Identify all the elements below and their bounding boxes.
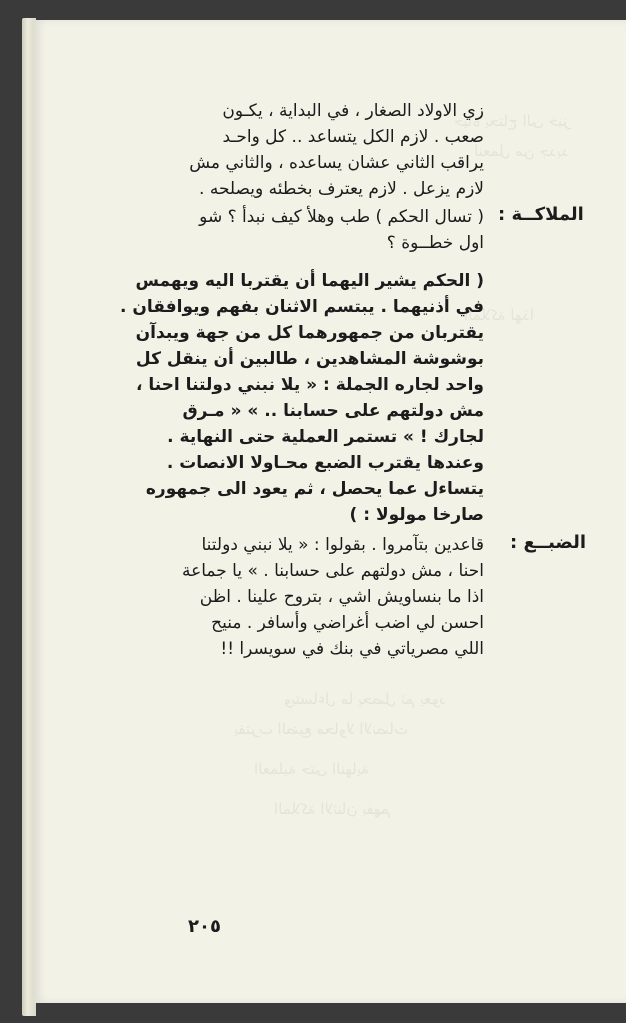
text-line: بوشوشة المشاهدين ، طالبين أن ينقل كل: [135, 349, 484, 369]
speaker-name-dabe: الضبــع :: [510, 532, 587, 553]
speech-dabe: [181, 532, 484, 662]
intro-paragraph: [189, 98, 484, 202]
text-line: قاعدين بتآمروا . بقولوا : « يلا نبني دولتنا: [201, 535, 484, 555]
text-line: احسن لي اضب أغراضي وأسافر . منيح: [211, 613, 484, 633]
text-line: زي الاولاد الصغار ، في البداية ، يكـون: [222, 101, 484, 121]
bleed-through-text: ويتساءل ما يحصل ثم يعود: [284, 690, 446, 708]
book-page: [34, 20, 626, 1003]
bleed-through-text: يقترب الضبع محاولا الانصات: [234, 720, 408, 738]
bleed-through-text: حياة يحتاج الى خبز: [454, 112, 571, 130]
text-line: صعب . لازم الكل يتساعد .. كل واحـد: [222, 127, 484, 147]
text-line: يراقب الثاني عشان يساعده ، والثاني مش: [189, 153, 484, 173]
stage-direction: [119, 268, 484, 528]
page-number: ٢٠٥: [188, 916, 221, 937]
bleed-through-text: لنعمل من جديد: [474, 142, 569, 160]
text-line: في أذنيهما . يبتسم الاثنان بفهم ويوافقان .: [119, 297, 484, 317]
bleed-through-text: الملاكة الاثنان بفهم: [274, 800, 391, 818]
text-line: واحد لجاره الجملة : « يلا نبني دولتنا احنا ،: [135, 375, 484, 395]
text-line: احنا ، مش دولتهم على حسابنا . » يا جماعة: [181, 561, 484, 581]
bleed-through-text: العملية حتى النهاية: [254, 760, 369, 778]
text-line: لازم يزعل . لازم يعترف بخطئه ويصلحه .: [199, 179, 484, 199]
speech-malaka: [189, 204, 484, 256]
text-line: مش دولتهم على حسابنا .. » « مـرق: [182, 401, 484, 421]
text-line: اللي مصرياتي في بنك في سويسرا !!: [220, 639, 484, 659]
text-line: يتساءل عما يحصل ، ثم يعود الى جمهوره: [145, 479, 484, 499]
text-line: اذا ما بنساويش اشي ، بتروح علينا . اظن: [199, 587, 484, 607]
text-line: يقتربان من جمهورهما كل من جهة ويبدآن: [135, 323, 484, 343]
text-line: ( الحكم يشير اليهما أن يقتربا اليه ويهمس: [135, 271, 484, 291]
speaker-name-malaka: الملاكــة :: [498, 204, 584, 225]
bleed-through-text: الملاكة لهذا: [464, 306, 534, 324]
text-line: ( تسال الحكم ) طب وهلأ كيف نبدأ ؟ شو: [199, 207, 484, 227]
text-line: اول خطــوة ؟: [386, 233, 484, 253]
text-line: وعندها يقترب الضبع محـاولا الانصات .: [166, 453, 484, 473]
text-line: لجارك ! » تستمر العملية حتى النهاية .: [167, 427, 484, 447]
text-line: صارخا مولولا : ): [349, 505, 484, 525]
